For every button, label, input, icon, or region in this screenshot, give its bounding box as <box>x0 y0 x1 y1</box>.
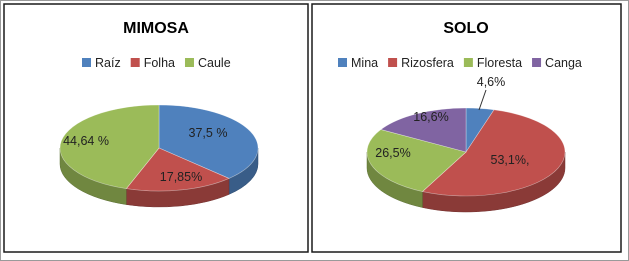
legend-label: Rizosfera <box>401 56 454 70</box>
data-label-floresta: 26,5% <box>375 146 411 160</box>
legend-label: Canga <box>545 56 582 70</box>
legend-swatch <box>532 58 541 67</box>
chart-panel-solo <box>312 4 621 252</box>
chart-title: SOLO <box>443 20 489 37</box>
legend <box>82 56 231 70</box>
data-label-mina: 4,6% <box>476 75 506 89</box>
data-label-canga: 16,6% <box>413 110 449 124</box>
legend-label: Raíz <box>95 56 121 70</box>
chart-panel-mimosa <box>4 4 308 252</box>
legend-label: Floresta <box>476 56 523 70</box>
legend-swatch <box>338 58 347 67</box>
legend-label: Caule <box>197 56 231 70</box>
data-label-folha: 17,85% <box>159 170 203 184</box>
legend-swatch <box>131 58 140 67</box>
legend-swatch <box>388 58 397 67</box>
legend-swatch <box>185 58 194 67</box>
pie <box>60 105 258 207</box>
data-label-raiz: 37,5 % <box>188 126 228 140</box>
legend-swatch <box>464 58 473 67</box>
legend-label: Mina <box>351 56 379 70</box>
data-label-caule: 44,64 % <box>63 134 109 148</box>
chart-title: MIMOSA <box>123 20 189 37</box>
legend-label: Folha <box>143 56 175 70</box>
legend-swatch <box>82 58 91 67</box>
data-label-rizosfera: 53,1%, <box>490 153 530 167</box>
